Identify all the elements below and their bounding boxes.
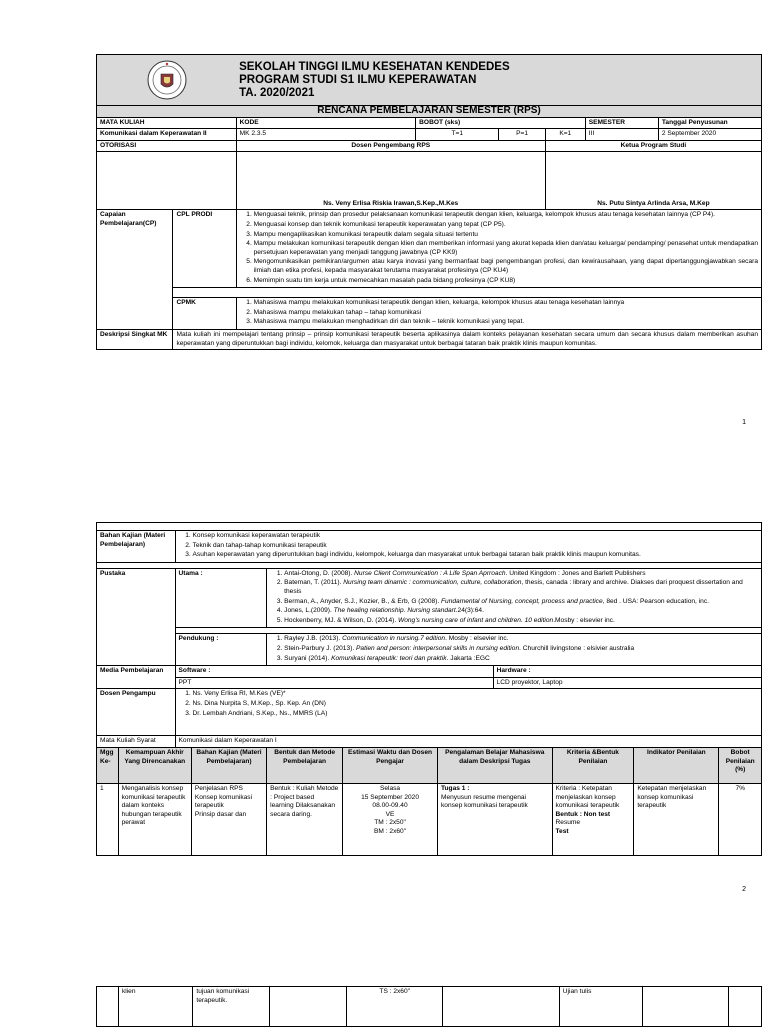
label-otorisasi: OTORISASI: [97, 140, 237, 152]
page-1: [96, 54, 762, 350]
academic-year: TA. 2020/2021: [239, 86, 315, 99]
cpmk-item: 3. Mahasiswa mampu melakukan menghadirkan diri dan teknik – teknik komunikasi yang tepat.: [254, 318, 758, 327]
dosen-pengembang-name: Ns. Veny Erlisa Riskia Irawan,S.Kep.,M.Kes: [236, 152, 545, 210]
dosen-pengampu-list: [179, 690, 758, 718]
rps-detail-table: [96, 522, 762, 856]
row-bobot: 7%: [719, 783, 762, 855]
label-bobot: BOBOT (sks): [416, 117, 586, 129]
label-hardware: Hardware :: [493, 666, 761, 678]
cpl-list: [240, 211, 758, 285]
row-bahan: [191, 783, 266, 855]
label-ketua-prodi: Ketua Program Studi: [545, 140, 761, 152]
label-dosen-pengampu: Dosen Pengampu: [97, 689, 176, 736]
cpmk-list: [240, 299, 758, 327]
cont-bobot: [729, 987, 762, 1027]
otorisasi-blank: [97, 152, 237, 210]
col-header-mgg: Mgg Ke-: [97, 747, 119, 783]
rps-header-table: [96, 54, 762, 350]
cpl-item: 2. Menguasai konsep dan teknik komunikasi terapeutik keperawatan yang tepat (CP P5).: [254, 221, 758, 230]
value-semester: III: [585, 129, 658, 141]
cpl-item: 4. Mampu melakukan komunikasi terapeutik dengan klien dan memberikan informasi yang akurat kepada klien dan/atau keluarga/ pendamping/ penasehat untuk mendapatkan persetujuan keperawatan yang menjadi tanggung jawabnya (CP KK9): [254, 240, 758, 257]
label-cpmk: CPMK: [173, 298, 236, 330]
value-t: T=1: [416, 129, 499, 141]
row-mgg: 1: [97, 783, 119, 855]
col-header-bobot: Bobot Penilaian (%): [719, 747, 762, 783]
logo-cell: [97, 55, 237, 106]
cpmk-item: 1. Mahasiswa mampu melakukan komunikasi terapeutik dengan klien, keluarga, kelompok khusus atau tenaga kesehatan lainnya: [254, 299, 758, 308]
dosen-item: 2. Ns. Dina Nurpita S, M.Kep., Sp. Kep. An (DN): [193, 700, 758, 709]
label-kode: KODE: [236, 117, 416, 129]
cont-kriteria: Ujian tulis: [559, 987, 642, 1027]
pendukung-list-cell: [267, 634, 762, 666]
pustaka-item: 1. Rayley J.B. (2013). Communication in nursing.7 edition. Mosby : elsevier inc.: [284, 635, 758, 644]
cpl-list-cell: [236, 210, 761, 288]
bahan-item: 2. Teknik dan tahap-tahap komunikasi terapeutik: [193, 542, 758, 551]
label-bahan-kajian: Bahan Kajian (Materi Pembelajaran): [97, 531, 176, 563]
bahan-list: [179, 532, 758, 560]
bahan-point: Prinsip dasar dan: [194, 810, 247, 818]
deskripsi-text: Mata kuliah ini mempelajari tentang prinsip – prinsip komunikasi terapeutik beserta aplikasinya dalam konteks pelayanan kesehatan secara umum dan secara khusus dalam memberikan asuhan keperawatan yang diperuntukkan bagi individu, kelomok, keluarga dan masyarakat untuk berbagai tataran baik praktik klinis maupun komunitas.: [173, 329, 762, 349]
value-k: K=1: [545, 129, 585, 141]
label-utama: Utama :: [175, 568, 267, 628]
tugas-text: Menyusun resume mengenai konsep komunikasi terapeutik: [440, 793, 528, 810]
table-row: [97, 783, 762, 855]
pustaka-item: 1. Antai-Otong, D. (2008). Nurse Client Communication : A Life Span Aprroach. United Kingdom : Jones and Barlett Publishers: [284, 570, 758, 579]
page2-top-spacer: [97, 523, 762, 531]
bahan-point: Konsep komunikasi terapeutik: [194, 793, 253, 810]
label-tanggal: Tanggal Penyusunan: [658, 117, 761, 129]
row-indikator: Ketepatan menjelaskan konsep komunikasi terapeutik: [634, 783, 719, 855]
school-name: SEKOLAH TINGGI ILMU KESEHATAN KENDEDES: [239, 60, 510, 73]
cpmk-item: 2. Mahasiswa mampu melakukan tahap – tahap komunikasi: [254, 309, 758, 318]
cpl-item: 1. Menguasai teknik, prinsip dan prosedur pelaksanaan komunikasi terapeutik dengan klien, keluarga, kelompok khusus atau tenaga kesehatan lainnya (CP P4).: [254, 211, 758, 220]
label-mata-kuliah: MATA KULIAH: [97, 117, 237, 129]
rps-title: RENCANA PEMBELAJARAN SEMESTER (RPS): [97, 106, 762, 118]
col-header-indikator: Indikator Penilaian: [634, 747, 719, 783]
page-number-2: 2: [742, 886, 746, 893]
label-media: Media Pembelajaran: [97, 666, 176, 689]
label-cpl-prodi: CPL PRODI: [173, 210, 236, 288]
cont-bahan: tujuan komunikasi terapeutik.: [193, 987, 269, 1027]
bahan-item: 1. Konsep komunikasi keperawatan terapeutik: [193, 532, 758, 541]
col-header-kemampuan: Kemampuan Akhir Yang Direncanakan: [118, 747, 191, 783]
cont-bentuk: [269, 987, 346, 1027]
program-name: PROGRAM STUDI S1 ILMU KEPERAWATAN: [239, 73, 477, 86]
col-header-bahan: Bahan Kajian (Materi Pembelajaran): [191, 747, 266, 783]
label-pustaka: Pustaka: [97, 568, 176, 665]
pustaka-item: 4. Jones, L.(2009). The healing relationship. Nursing standart.24(3):64.: [284, 607, 758, 616]
page-number-1: 1: [742, 419, 746, 426]
label-deskripsi: Deskripsi Singkat MK: [97, 329, 173, 349]
dosen-item: 1. Ns. Veny Erlisa RI, M.Kes (VE)*: [193, 690, 758, 699]
bahan-item: 3. Asuhan keperawatan yang diperuntukkan bagi individu, kelompok, keluarga dan masyarakat untuk berbagai tataran baik praktik klinis maupun komunitas.: [193, 551, 758, 560]
cpl-item: 3. Mampu mengaplikasikan komunikasi terapeutik dalam segala situasi tertentu: [254, 231, 758, 240]
row-kriteria: Kriteria : Ketepatan menjelaskan konsep komunikasi terapeutik Bentuk : Non test Resume Test: [552, 783, 634, 855]
value-mata-kuliah: Komunikasi dalam Keperawatan II: [97, 129, 237, 141]
hardware-value: LCD proyektor, Laptop: [493, 677, 761, 689]
label-semester: SEMESTER: [585, 117, 658, 129]
label-capaian: Capaian Pembelajaran(CP): [97, 210, 173, 330]
capaian-spacer: [173, 288, 762, 298]
rps-continuation-table: [96, 986, 762, 1027]
label-pendukung: Pendukung :: [175, 634, 267, 666]
table-row: [97, 987, 762, 1027]
value-kode: MK 2.3.5: [236, 129, 416, 141]
col-header-pengalaman: Pengalaman Belajar Mahasiswa dalam Deskripsi Tugas: [437, 747, 552, 783]
cont-indikator: [642, 987, 728, 1027]
row-bentuk: Bentuk : Kuliah Metode : Project based learning Dilaksanakan secara daring.: [267, 783, 343, 855]
pustaka-item: 3. Suryani (2014). Komunikasi terapeutik: teori dan praktik. Jakarta :EGC: [284, 655, 758, 664]
col-header-estimasi: Estimasi Waktu dan Dosen Pengajar: [343, 747, 438, 783]
page-3: [96, 986, 762, 1027]
cpmk-list-cell: [236, 298, 761, 330]
dosen-item: 3. Dr. Lembah Andriani, S.Kep., Ns., MMRS (LA): [193, 710, 758, 719]
institution-cell: [236, 55, 761, 106]
bahan-list-cell: [175, 531, 761, 563]
syarat-value: Komunikasi dalam Keperawatan I: [175, 736, 761, 748]
label-software: Software :: [175, 666, 493, 678]
value-p: P=1: [499, 129, 546, 141]
row-estimasi: Selasa 15 September 2020 08.00-09.40 VE TM : 2x50" BM : 2x60": [343, 783, 438, 855]
value-tanggal: 2 September 2020: [658, 129, 761, 141]
label-dosen-pengembang: Dosen Pengembang RPS: [236, 140, 545, 152]
col-header-bentuk: Bentuk dan Metode Pembelajaran: [267, 747, 343, 783]
cont-kemampuan: klien: [118, 987, 192, 1027]
pustaka-item: 2. Bateman, T. (2011). Nursing team dinamic : communication, culture, collaboration, thesis, canada : library and archive. Diakses dari proquest dissertation and thesis: [284, 579, 758, 596]
pustaka-item: 5. Hockenberry, MJ. & Wilson, D. (2014). Wong's nursing care of infant and children. 10 edition.Mosby : elsevier inc.: [284, 617, 758, 626]
cont-estimasi: TS : 2x60": [347, 987, 443, 1027]
utama-list-cell: [267, 568, 762, 628]
school-logo-icon: [147, 60, 187, 100]
ketua-prodi-name: Ns. Putu Sintya Arlinda Arsa, M.Kep: [545, 152, 761, 210]
cpl-item: 6. Memimpin suatu tim kerja untuk memecahkan masalah pada bidang profesinya (CP KU8): [254, 277, 758, 286]
pustaka-item: 3. Berman, A., Anyder, S.J., Kozier, B., & Erb, G (2008). Fundamental of Nursing, concept, process and practice, 8ed . USA: Pearson education, inc.: [284, 598, 758, 607]
pendukung-list: [270, 635, 758, 663]
tugas-title: Tugas 1 :: [440, 784, 470, 792]
row-kemampuan: Menganalisis konsep komunikasi terapeutik dalam konteks hubungan terapeutik perawat: [118, 783, 191, 855]
col-header-kriteria: Kriteria &Bentuk Penilaian: [552, 747, 634, 783]
software-value: PPT: [175, 677, 493, 689]
bahan-point: Penjelasan RPS: [194, 784, 243, 792]
dosen-pengampu-cell: [175, 689, 761, 736]
row-tugas: [437, 783, 552, 855]
cont-mgg: [97, 987, 119, 1027]
cpl-item: 5. Mengomunikasikan pemikiran/argumen atau karya inovasi yang bermanfaat bagi pengembangan profesi, dan kewirausahaan, yang dapat dipertanggungjawabkan secara ilmiah dan etika profesi, kepada masyarakat terutama masyarakat profesinya (CP KU4): [254, 258, 758, 275]
pustaka-item: 2. Stein-Parbury J. (2013). Patien and person: interpersonal skills in nursing edition. Churchill livingstone : elsivier australia: [284, 645, 758, 654]
label-syarat: Mata Kuliah Syarat: [97, 736, 176, 748]
page-2: [96, 522, 762, 856]
utama-list: [270, 570, 758, 626]
cont-tugas: [443, 987, 559, 1027]
